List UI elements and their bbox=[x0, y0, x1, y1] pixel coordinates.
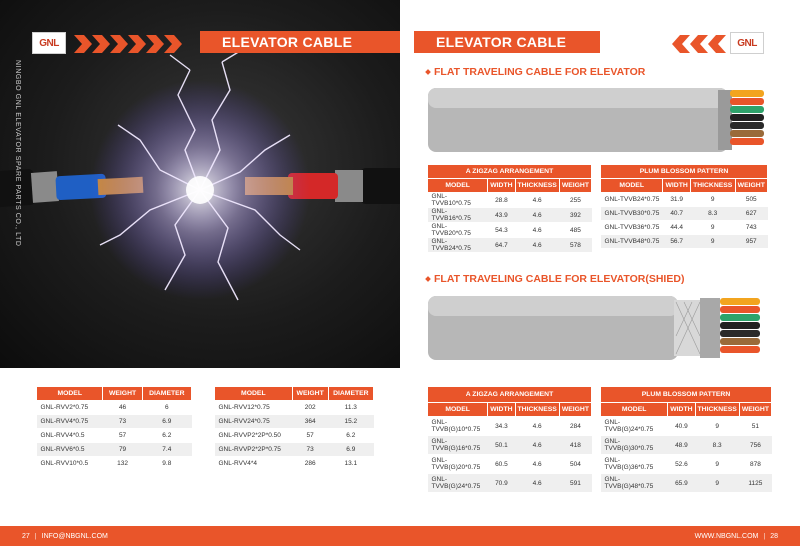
s2-plum-table bbox=[600, 386, 772, 493]
col-header: THICKNESS bbox=[515, 403, 559, 417]
cell-weight: 756 bbox=[739, 436, 771, 455]
section1-title bbox=[426, 66, 645, 78]
cell-model: GNL-TVVB20*0.75 bbox=[428, 223, 488, 238]
cell-diameter: 6.9 bbox=[142, 415, 191, 429]
col-header: WEIGHT bbox=[735, 179, 767, 193]
page-number-right: 28 bbox=[770, 532, 778, 540]
cell-model: GNL-RVV10*0.5 bbox=[37, 457, 103, 471]
left-banner-title: ELEVATOR CABLE bbox=[222, 34, 353, 50]
s1-zigzag-table bbox=[427, 164, 592, 253]
col-header: DIAMETER bbox=[142, 387, 191, 401]
cell-model: GNL-TVVB(G)24*0.75 bbox=[601, 417, 668, 436]
cell-width: 44.4 bbox=[663, 221, 690, 235]
page-number-left: 27 bbox=[22, 532, 30, 540]
table-row bbox=[215, 415, 374, 429]
left-footer bbox=[0, 526, 400, 546]
table-row bbox=[37, 429, 192, 443]
gnl-logo-right bbox=[730, 32, 764, 54]
table-row bbox=[428, 455, 592, 474]
cell-model: GNL-TVVB36*0.75 bbox=[601, 221, 663, 235]
cell-weight: 418 bbox=[559, 436, 591, 455]
cell-width: 70.9 bbox=[488, 474, 515, 493]
col-header: THICKNESS bbox=[515, 179, 559, 193]
cell-weight: 591 bbox=[559, 474, 591, 493]
cell-weight: 878 bbox=[739, 455, 771, 474]
cell-model: GNL-TVVB48*0.75 bbox=[601, 235, 663, 249]
cell-weight: 57 bbox=[103, 429, 142, 443]
flat-cable-image bbox=[428, 84, 768, 156]
cell-diameter: 6.2 bbox=[142, 429, 191, 443]
footer-email[interactable]: INFO@NBGNL.COM bbox=[41, 532, 108, 540]
section1-title-text: FLAT TRAVELING CABLE FOR ELEVATOR bbox=[434, 66, 646, 78]
cell-thickness: 9 bbox=[690, 193, 735, 207]
cell-weight: 132 bbox=[103, 457, 142, 471]
cell-width: 34.3 bbox=[488, 417, 515, 436]
table-row bbox=[601, 235, 768, 249]
cell-diameter: 13.1 bbox=[328, 457, 373, 471]
col-header: MODEL bbox=[37, 387, 103, 401]
cell-model: GNL-TVVB10*0.75 bbox=[428, 193, 488, 208]
cell-weight: 957 bbox=[735, 235, 767, 249]
cell-model: GNL-RVV24*0.75 bbox=[215, 415, 293, 429]
cell-thickness: 4.6 bbox=[515, 455, 559, 474]
cell-thickness: 9 bbox=[695, 417, 739, 436]
col-header: WEIGHT bbox=[292, 387, 328, 401]
table-row bbox=[428, 238, 592, 253]
col-header: MODEL bbox=[601, 403, 668, 417]
table-row bbox=[37, 443, 192, 457]
col-header: DIAMETER bbox=[328, 387, 373, 401]
col-header: MODEL bbox=[215, 387, 293, 401]
cell-thickness: 8.3 bbox=[690, 207, 735, 221]
col-header: THICKNESS bbox=[690, 179, 735, 193]
cell-thickness: 9 bbox=[690, 235, 735, 249]
cell-weight: 505 bbox=[735, 193, 767, 207]
logo-text-right: GNL bbox=[737, 37, 757, 49]
table-row bbox=[428, 223, 592, 238]
table-row bbox=[428, 417, 592, 436]
cell-thickness: 9 bbox=[690, 221, 735, 235]
cell-width: 56.7 bbox=[663, 235, 690, 249]
cell-model: GNL-RVV12*0.75 bbox=[215, 401, 293, 415]
table-row bbox=[37, 415, 192, 429]
table-row bbox=[601, 207, 768, 221]
cell-width: 60.5 bbox=[488, 455, 515, 474]
cell-model: GNL-TVVB(G)48*0.75 bbox=[601, 474, 668, 493]
table-row bbox=[37, 457, 192, 471]
cell-model: GNL-TVVB(G)16*0.75 bbox=[428, 436, 488, 455]
col-header: WEIGHT bbox=[559, 179, 591, 193]
cell-model: GNL-TVVB24*0.75 bbox=[601, 193, 663, 207]
col-header: WIDTH bbox=[488, 179, 515, 193]
s2-zigzag-table bbox=[427, 386, 592, 493]
cell-weight: 392 bbox=[559, 208, 591, 223]
rvv-table-1 bbox=[36, 386, 192, 471]
table-row bbox=[215, 457, 374, 471]
cell-thickness: 9 bbox=[695, 474, 739, 493]
right-banner bbox=[414, 31, 600, 53]
chevron-icon bbox=[672, 35, 728, 53]
right-page bbox=[400, 0, 800, 546]
cell-diameter: 9.8 bbox=[142, 457, 191, 471]
cell-thickness: 4.6 bbox=[515, 474, 559, 493]
col-header: WIDTH bbox=[488, 403, 515, 417]
cell-weight: 286 bbox=[292, 457, 328, 471]
electric-cable-illustration bbox=[0, 0, 400, 368]
table-row bbox=[428, 208, 592, 223]
col-header: MODEL bbox=[428, 403, 488, 417]
right-footer bbox=[400, 526, 800, 546]
cell-width: 28.8 bbox=[488, 193, 515, 208]
cell-model: GNL-TVVB24*0.75 bbox=[428, 238, 488, 253]
col-header: THICKNESS bbox=[695, 403, 739, 417]
cell-weight: 1125 bbox=[739, 474, 771, 493]
cell-width: 52.6 bbox=[668, 455, 695, 474]
cell-diameter: 11.3 bbox=[328, 401, 373, 415]
gnl-logo bbox=[32, 32, 66, 54]
cell-weight: 743 bbox=[735, 221, 767, 235]
col-header: WEIGHT bbox=[739, 403, 771, 417]
cell-weight: 73 bbox=[292, 443, 328, 457]
cell-width: 48.9 bbox=[668, 436, 695, 455]
cell-model: GNL-RVV4*0.5 bbox=[37, 429, 103, 443]
cell-thickness: 4.6 bbox=[515, 417, 559, 436]
table-row bbox=[428, 193, 592, 208]
table-row bbox=[215, 401, 374, 415]
cell-model: GNL-TVVB(G)24*0.75 bbox=[428, 474, 488, 493]
cell-weight: 202 bbox=[292, 401, 328, 415]
cell-weight: 627 bbox=[735, 207, 767, 221]
cell-diameter: 15.2 bbox=[328, 415, 373, 429]
cell-model: GNL-RVV4*0.75 bbox=[37, 415, 103, 429]
cell-model: GNL-TVVB(G)20*0.75 bbox=[428, 455, 488, 474]
footer-website[interactable]: WWW.NBGNL.COM bbox=[694, 532, 759, 540]
company-vertical-text: NINGBO GNL ELEVATOR SPARE PARTS CO., LTD bbox=[14, 60, 21, 247]
col-header: WIDTH bbox=[663, 179, 690, 193]
cell-weight: 578 bbox=[559, 238, 591, 253]
cell-thickness: 4.6 bbox=[515, 436, 559, 455]
col-header: WEIGHT bbox=[103, 387, 142, 401]
cell-weight: 284 bbox=[559, 417, 591, 436]
table-row bbox=[215, 429, 374, 443]
cell-weight: 255 bbox=[559, 193, 591, 208]
cell-model: GNL-TVVB16*0.75 bbox=[428, 208, 488, 223]
cell-diameter: 6.2 bbox=[328, 429, 373, 443]
cell-model: GNL-RVVP2*2P*0.50 bbox=[215, 429, 293, 443]
cell-model: GNL-TVVB30*0.75 bbox=[601, 207, 663, 221]
cell-thickness: 4.6 bbox=[515, 238, 559, 253]
cell-diameter: 7.4 bbox=[142, 443, 191, 457]
cell-weight: 51 bbox=[739, 417, 771, 436]
cell-thickness: 9 bbox=[695, 455, 739, 474]
chevron-decoration-left bbox=[74, 35, 184, 53]
rvv-table-2 bbox=[214, 386, 374, 471]
cell-width: 54.3 bbox=[488, 223, 515, 238]
group-header: PLUM BLOSSOM PATTERN bbox=[601, 387, 772, 403]
group-header: A ZIGZAG ARRANGEMENT bbox=[428, 165, 592, 179]
table-row bbox=[428, 436, 592, 455]
table-row bbox=[601, 474, 772, 493]
section2-title-text: FLAT TRAVELING CABLE FOR ELEVATOR(SHIED) bbox=[434, 273, 685, 285]
logo-text: GNL bbox=[39, 37, 59, 49]
col-header: WEIGHT bbox=[559, 403, 591, 417]
cell-width: 40.7 bbox=[663, 207, 690, 221]
cell-model: GNL-TVVB(G)10*0.75 bbox=[428, 417, 488, 436]
table-row bbox=[601, 455, 772, 474]
right-banner-title: ELEVATOR CABLE bbox=[436, 34, 567, 50]
cell-thickness: 8.3 bbox=[695, 436, 739, 455]
cell-weight: 57 bbox=[292, 429, 328, 443]
table-row bbox=[601, 221, 768, 235]
section2-title bbox=[426, 273, 684, 285]
table-row bbox=[215, 443, 374, 457]
col-header: WIDTH bbox=[668, 403, 695, 417]
cell-model: GNL-RVV2*0.75 bbox=[37, 401, 103, 415]
cell-model: GNL-TVVB(G)30*0.75 bbox=[601, 436, 668, 455]
col-header: MODEL bbox=[428, 179, 488, 193]
cell-model: GNL-RVV4*4 bbox=[215, 457, 293, 471]
footer-divider: | bbox=[34, 532, 37, 540]
table-row bbox=[37, 401, 192, 415]
footer-divider: | bbox=[763, 532, 766, 540]
cell-weight: 46 bbox=[103, 401, 142, 415]
cell-diameter: 6.9 bbox=[328, 443, 373, 457]
cell-weight: 364 bbox=[292, 415, 328, 429]
left-banner bbox=[200, 31, 400, 53]
chevron-icon bbox=[74, 35, 184, 53]
cell-model: GNL-RVVP2*2P*0.75 bbox=[215, 443, 293, 457]
diamond-bullet-icon bbox=[425, 276, 431, 282]
cell-weight: 504 bbox=[559, 455, 591, 474]
cell-model: GNL-TVVB(G)36*0.75 bbox=[601, 455, 668, 474]
cell-width: 31.9 bbox=[663, 193, 690, 207]
cable-photo bbox=[0, 0, 400, 368]
cell-thickness: 4.6 bbox=[515, 208, 559, 223]
table-row bbox=[601, 417, 772, 436]
diamond-bullet-icon bbox=[425, 69, 431, 75]
cell-weight: 73 bbox=[103, 415, 142, 429]
cell-thickness: 4.6 bbox=[515, 193, 559, 208]
chevron-decoration-right bbox=[672, 35, 728, 53]
table-row bbox=[601, 436, 772, 455]
cell-thickness: 4.6 bbox=[515, 223, 559, 238]
cell-width: 65.9 bbox=[668, 474, 695, 493]
cell-width: 43.9 bbox=[488, 208, 515, 223]
cell-diameter: 6 bbox=[142, 401, 191, 415]
table-row bbox=[601, 193, 768, 207]
cell-weight: 485 bbox=[559, 223, 591, 238]
col-header: MODEL bbox=[601, 179, 663, 193]
cell-width: 50.1 bbox=[488, 436, 515, 455]
table-row bbox=[428, 474, 592, 493]
group-header: PLUM BLOSSOM PATTERN bbox=[601, 165, 768, 179]
cell-width: 40.9 bbox=[668, 417, 695, 436]
s1-plum-table bbox=[600, 164, 768, 249]
group-header: A ZIGZAG ARRANGEMENT bbox=[428, 387, 592, 403]
cell-weight: 79 bbox=[103, 443, 142, 457]
cell-width: 64.7 bbox=[488, 238, 515, 253]
cell-model: GNL-RVV6*0.5 bbox=[37, 443, 103, 457]
shielded-cable-image bbox=[428, 292, 768, 364]
